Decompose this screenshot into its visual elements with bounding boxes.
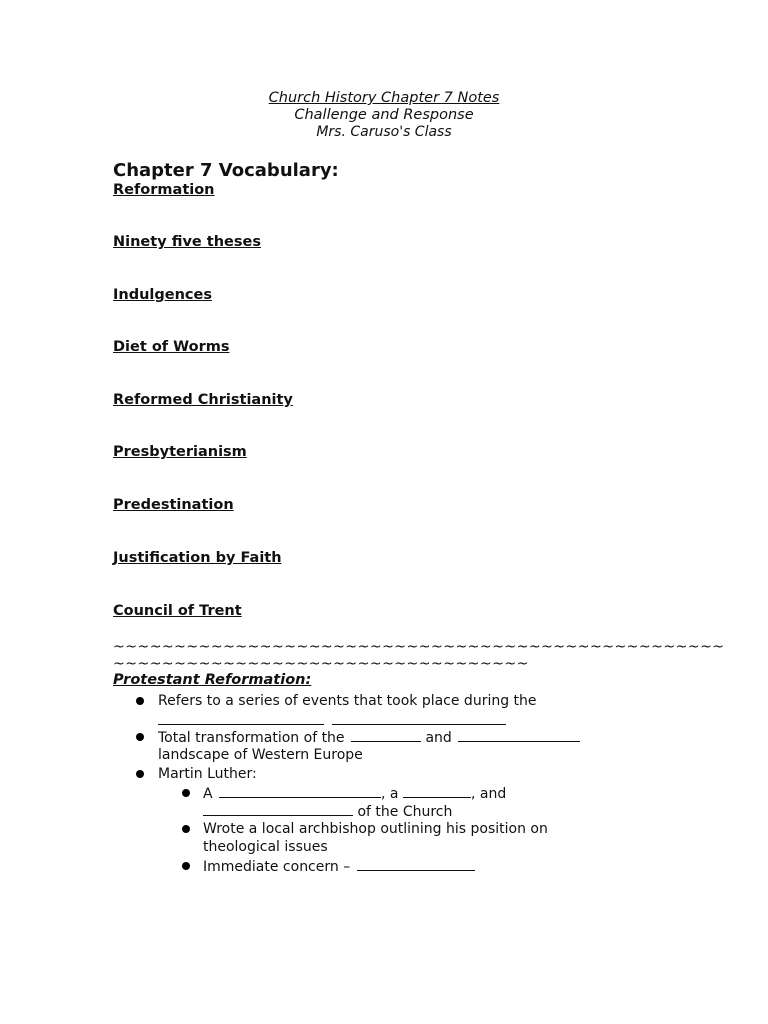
answer-blank — [403, 784, 471, 798]
list-item-text: landscape of Western Europe — [158, 747, 363, 763]
list-item — [158, 692, 537, 710]
sub-list-item — [203, 857, 475, 876]
list-item-continuation — [158, 746, 363, 764]
answer-blank — [158, 711, 324, 725]
list-item-text: and — [425, 730, 452, 746]
tilde-divider-line: ~~~~~~~~~~~~~~~~~~~~~~~~~~~~~~~~~~ — [113, 656, 529, 672]
vocab-term: Reformation — [113, 182, 215, 198]
sub-list-item — [203, 784, 506, 803]
list-item-text: of the Church — [357, 804, 453, 820]
list-item-text: Wrote a local archbishop outlining his position on — [203, 821, 548, 837]
answer-blank — [332, 711, 506, 725]
document-title: Church History Chapter 7 Notes — [268, 90, 500, 106]
list-item-text: Immediate concern – — [203, 859, 351, 875]
vocab-term: Diet of Worms — [113, 339, 230, 355]
bullet-icon — [182, 825, 190, 833]
bullet-icon — [136, 697, 144, 705]
list-item-text: A — [203, 786, 213, 802]
sub-list-item-continuation — [203, 838, 328, 856]
bullet-icon — [182, 789, 190, 797]
answer-blank — [351, 728, 421, 742]
protestant-reformation-heading: Protestant Reformation: — [113, 672, 312, 688]
list-item-text: Martin Luther: — [158, 766, 257, 782]
vocab-term: Predestination — [113, 497, 234, 513]
list-item-text: theological issues — [203, 839, 328, 855]
sub-list-item-continuation — [203, 802, 452, 821]
answer-blank — [357, 857, 475, 871]
sub-list-item — [203, 820, 548, 838]
list-item — [158, 765, 257, 783]
vocabulary-heading: Chapter 7 Vocabulary: — [113, 160, 339, 181]
list-item-text: Refers to a series of events that took place during the — [158, 693, 537, 709]
tilde-divider-line: ~~~~~~~~~~~~~~~~~~~~~~~~~~~~~~~~~~~~~~~~~~~~~~~~~~ — [113, 639, 725, 655]
class-name: Mrs. Caruso's Class — [316, 124, 452, 140]
vocab-term: Ninety five theses — [113, 234, 261, 250]
answer-blank — [458, 728, 580, 742]
bullet-icon — [136, 733, 144, 741]
bullet-icon — [182, 862, 190, 870]
vocab-term: Indulgences — [113, 287, 212, 303]
vocab-term: Reformed Christianity — [113, 392, 293, 408]
answer-blank — [203, 802, 353, 816]
vocab-term: Presbyterianism — [113, 444, 247, 460]
vocab-term: Justification by Faith — [113, 550, 282, 566]
list-item-text: , and — [470, 786, 507, 802]
document-subtitle: Challenge and Response — [294, 107, 474, 123]
bullet-icon — [136, 770, 144, 778]
list-item — [158, 728, 580, 747]
vocab-term: Council of Trent — [113, 603, 242, 619]
list-item-text: , a — [381, 786, 399, 802]
list-item-text: Total transformation of the — [158, 730, 345, 746]
answer-blank — [219, 784, 381, 798]
document-header — [0, 90, 768, 141]
